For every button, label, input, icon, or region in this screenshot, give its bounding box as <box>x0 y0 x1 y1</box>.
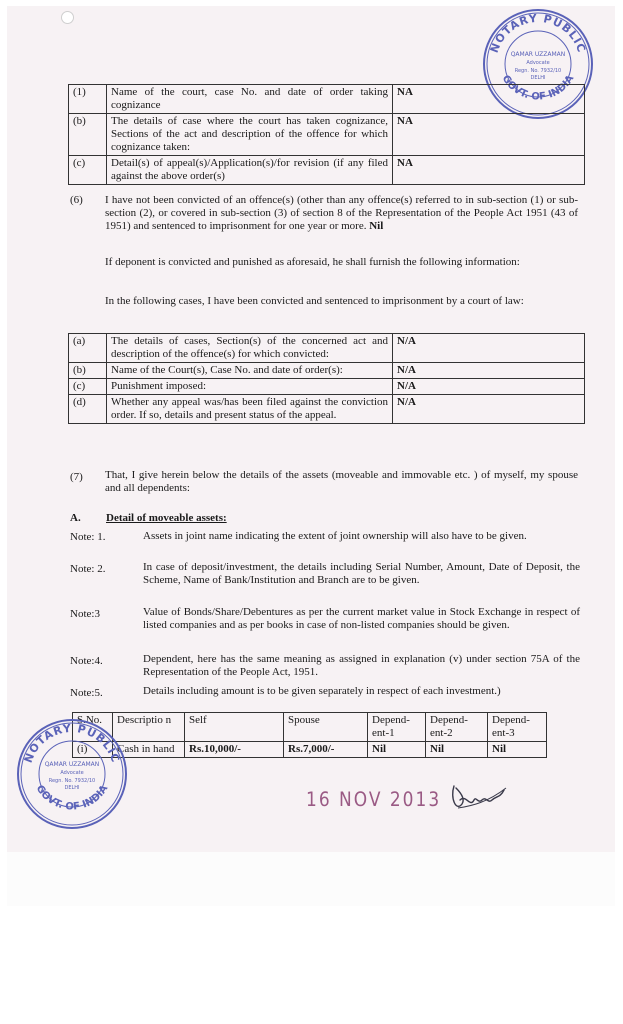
column-header: S.No. <box>73 713 113 742</box>
row-value: NA <box>393 114 585 156</box>
svg-text:QAMAR UZZAMAN: QAMAR UZZAMAN <box>510 51 566 58</box>
column-header: Depend- ent-1 <box>368 713 426 742</box>
para6-number: (6) <box>70 194 83 206</box>
scan-band <box>7 852 615 906</box>
section-heading: Detail of moveable assets: <box>106 512 227 524</box>
row-value: NA <box>393 85 585 114</box>
row-description: Detail(s) of appeal(s)/Application(s)/for revision (if any filed against the above order(s) <box>107 156 393 185</box>
note-label: Note:5. <box>70 687 103 699</box>
note-text: Dependent, here has the same meaning as assigned in explanation (v) under section 75A of the Representation of the People Act, 1951. <box>143 653 580 678</box>
row-number: (a) <box>69 334 107 363</box>
svg-text:Regn. No. 7932/10: Regn. No. 7932/10 <box>48 778 96 784</box>
table-row <box>69 379 585 395</box>
note-text: Details including amount is to be given separately in respect of each investment.) <box>143 685 501 697</box>
notary-seal-bottom-icon <box>14 716 130 832</box>
column-header: Depend- ent-3 <box>488 713 547 742</box>
signature-icon <box>448 778 510 816</box>
row-value: NA <box>393 156 585 185</box>
moveable-assets-table <box>72 712 547 758</box>
table-row <box>69 334 585 363</box>
table-cell: Nil <box>488 742 547 758</box>
note-text: Assets in joint name indicating the extent of joint ownership will also have to be given. <box>143 530 527 542</box>
row-value: N/A <box>393 379 585 395</box>
row-number: (b) <box>69 363 107 379</box>
table-cell: Rs.10,000/- <box>185 742 284 758</box>
svg-text:Advocate: Advocate <box>60 770 84 776</box>
column-header: Descriptio n <box>113 713 185 742</box>
note-label: Note:4. <box>70 655 103 667</box>
table-row <box>69 114 585 156</box>
column-header: Depend- ent-2 <box>426 713 488 742</box>
row-value: N/A <box>393 334 585 363</box>
row-number: (b) <box>69 114 107 156</box>
table-cell: (i) <box>73 742 113 758</box>
para7-text: That, I give herein below the details of the assets (moveable and immovable etc. ) of myself, my spouse and all dependents: <box>105 469 578 494</box>
column-header: Spouse <box>284 713 368 742</box>
table-row <box>69 85 585 114</box>
table-row <box>69 395 585 424</box>
row-description: Name of the Court(s), Case No. and date of order(s): <box>107 363 393 379</box>
table-cell: Cash in hand <box>113 742 185 758</box>
para6-body: I have not been convicted of an offence(s) (other than any offence(s) referred to in sub-section (1) or sub-section (2), or covered in sub-section (3) of section 8 of the Representation of the People Act 1951 (43 of 1951) and sentenced to imprisonment for one year or more. <box>105 194 578 232</box>
svg-text:NOTARY PUBLIC: NOTARY PUBLIC <box>487 11 589 55</box>
svg-text:DELHI: DELHI <box>530 75 546 81</box>
table-row <box>69 363 585 379</box>
row-description: The details of cases, Section(s) of the concerned act and description of the offence(s) for which convicted: <box>107 334 393 363</box>
section-letter: A. <box>70 512 81 524</box>
svg-text:DELHI: DELHI <box>64 785 80 791</box>
conviction-table <box>68 333 585 424</box>
svg-text:QAMAR UZZAMAN: QAMAR UZZAMAN <box>44 761 100 768</box>
date-stamp: 16 NOV 2013 <box>306 788 442 812</box>
table-row <box>73 742 547 758</box>
row-number: (c) <box>69 379 107 395</box>
punch-hole-icon <box>61 11 74 24</box>
row-description: Punishment imposed: <box>107 379 393 395</box>
para6-nil: Nil <box>369 220 384 232</box>
table-cell: Nil <box>426 742 488 758</box>
table-header-row <box>73 713 547 742</box>
note-label: Note: 1. <box>70 531 106 543</box>
svg-text:Advocate: Advocate <box>526 60 550 66</box>
svg-text:Regn. No. 7932/10: Regn. No. 7932/10 <box>514 68 562 74</box>
table-row <box>69 156 585 185</box>
note-text: Value of Bonds/Share/Debentures as per the current market value in Stock Exchange in respect of listed companies and as per books in case of non-listed companies should be given. <box>143 606 580 631</box>
para7-number: (7) <box>70 471 83 483</box>
svg-text:GOVT. OF INDIA: GOVT. OF INDIA <box>33 783 111 813</box>
note-text: In case of deposit/investment, the details including Serial Number, Amount, Date of Deposit, the Scheme, Name of Bank/Institution and Branch are to be given. <box>143 561 580 586</box>
table-cell: Nil <box>368 742 426 758</box>
para6-text <box>105 194 578 233</box>
note-label: Note:3 <box>70 608 100 620</box>
deponent-paragraph: If deponent is convicted and punished as aforesaid, he shall furnish the following information: <box>105 256 520 268</box>
cases-paragraph: In the following cases, I have been convicted and sentenced to imprisonment by a court of law: <box>105 295 524 307</box>
row-number: (c) <box>69 156 107 185</box>
svg-text:NOTARY PUBLIC: NOTARY PUBLIC <box>21 721 123 765</box>
table-cell: Rs.7,000/- <box>284 742 368 758</box>
row-number: (1) <box>69 85 107 114</box>
row-description: Whether any appeal was/has been filed against the conviction order. If so, details and present status of the appeal. <box>107 395 393 424</box>
row-number: (d) <box>69 395 107 424</box>
row-description: Name of the court, case No. and date of order taking cognizance <box>107 85 393 114</box>
row-description: The details of case where the court has taken cognizance, Sections of the act and description of the offence for which cognizance taken: <box>107 114 393 156</box>
column-header: Self <box>185 713 284 742</box>
row-value: N/A <box>393 395 585 424</box>
note-label: Note: 2. <box>70 563 106 575</box>
svg-text:GOVT. OF INDIA: GOVT. OF INDIA <box>499 73 577 103</box>
row-value: N/A <box>393 363 585 379</box>
cognizance-table <box>68 84 585 185</box>
